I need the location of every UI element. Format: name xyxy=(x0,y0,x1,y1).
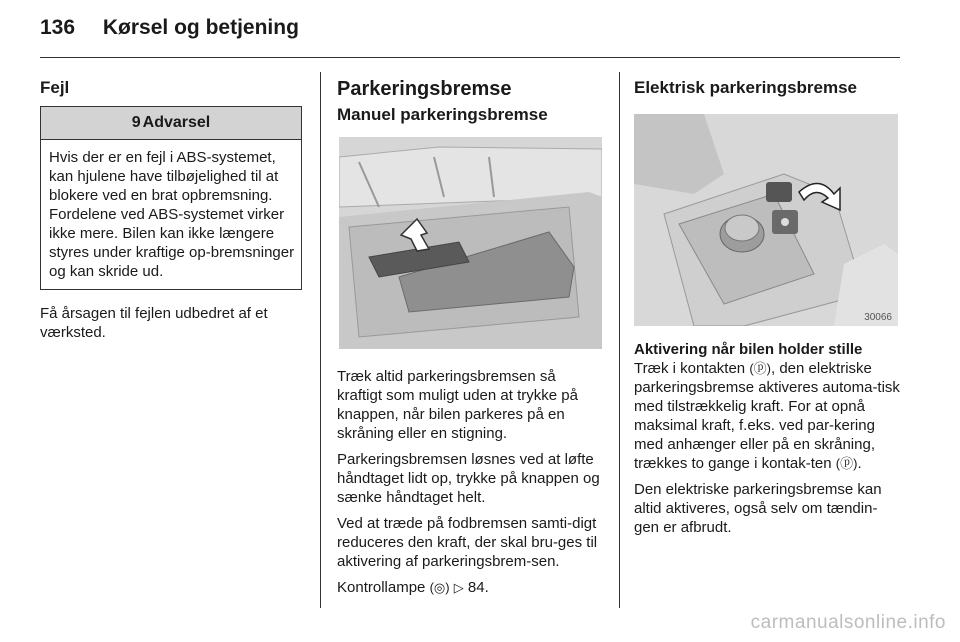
column-divider xyxy=(619,72,620,608)
parking-brake-switch-icon: (ⓟ) xyxy=(749,361,771,376)
warning-icon: 9 xyxy=(131,114,141,131)
section-heading-fejl: Fejl xyxy=(40,78,70,97)
handbrake-drawing xyxy=(339,137,602,349)
page-ref-arrow-icon: ▷ xyxy=(453,580,464,595)
header-rule xyxy=(40,57,900,58)
lamp-reference: Kontrollampe (◎) ▷ 84. xyxy=(337,579,489,596)
subheading-manuel: Manuel parkeringsbremse xyxy=(337,105,548,124)
section-heading-parkeringsbremse: Parkeringsbremse xyxy=(337,78,512,100)
paragraph: Få årsagen til fejlen udbedret af et værksted. xyxy=(40,305,268,341)
electric-brake-illustration xyxy=(634,114,898,326)
warning-title: Advarsel xyxy=(142,114,211,131)
figure-number: 30066 xyxy=(864,312,892,323)
warning-box xyxy=(40,106,302,290)
page-title: Kørsel og betjening xyxy=(102,16,299,39)
column-1 xyxy=(40,78,302,349)
brake-lamp-icon: (◎) xyxy=(429,580,450,595)
paragraph: Den elektriske parkeringsbremse kan altid aktiveres, også selv om tændin-gen er afbrudt. xyxy=(634,481,882,536)
section-heading-elektrisk: Elektrisk parkeringsbremse xyxy=(634,78,858,97)
page-header xyxy=(40,16,299,40)
column-2 xyxy=(337,78,602,604)
paragraph: Træk altid parkeringsbremsen så kraftigt som muligt uden at trykke på knappen, når bilen parkeres på en skråning eller en stigning. xyxy=(337,368,578,442)
parking-brake-switch-icon: (ⓟ) xyxy=(835,456,858,471)
electric-brake-drawing xyxy=(634,114,898,326)
column-3 xyxy=(634,78,900,544)
subheading-aktivering: Aktivering når bilen holder stille xyxy=(634,341,863,358)
handbrake-illustration xyxy=(339,137,602,349)
watermark: carmanualsonline.info xyxy=(750,612,946,633)
warning-text: Hvis der er en fejl i ABS-systemet, kan hjulene have tilbøjelighed til at blokere ved en brat opbremsning. Fordelene ved ABS-systemet virker ikke mere. Bilen kan ikke længere styres under kraftige op-bremsninger og kan skride ud. xyxy=(49,149,295,280)
warning-header xyxy=(41,107,301,140)
column-divider xyxy=(320,72,321,608)
paragraph: Træk i kontakten (ⓟ), den elektriske parkeringsbremse aktiveres automa-tisk med tilstrækkelig kraft. For at opnå maksimal kraft, f.eks. ved par-kering med anhænger eller på en skråning, trækkes to gange i kontak-ten (ⓟ). xyxy=(634,360,900,472)
paragraph: Ved at træde på fodbremsen samti-digt reduceres den kraft, der skal bru-ges til aktivering af parkeringsbrem-sen. xyxy=(337,515,598,570)
paragraph: Parkeringsbremsen løsnes ved at løfte håndtaget lidt op, trykke på knappen og sænke håndtaget helt. xyxy=(337,451,600,506)
page-number: 136 xyxy=(40,16,76,39)
